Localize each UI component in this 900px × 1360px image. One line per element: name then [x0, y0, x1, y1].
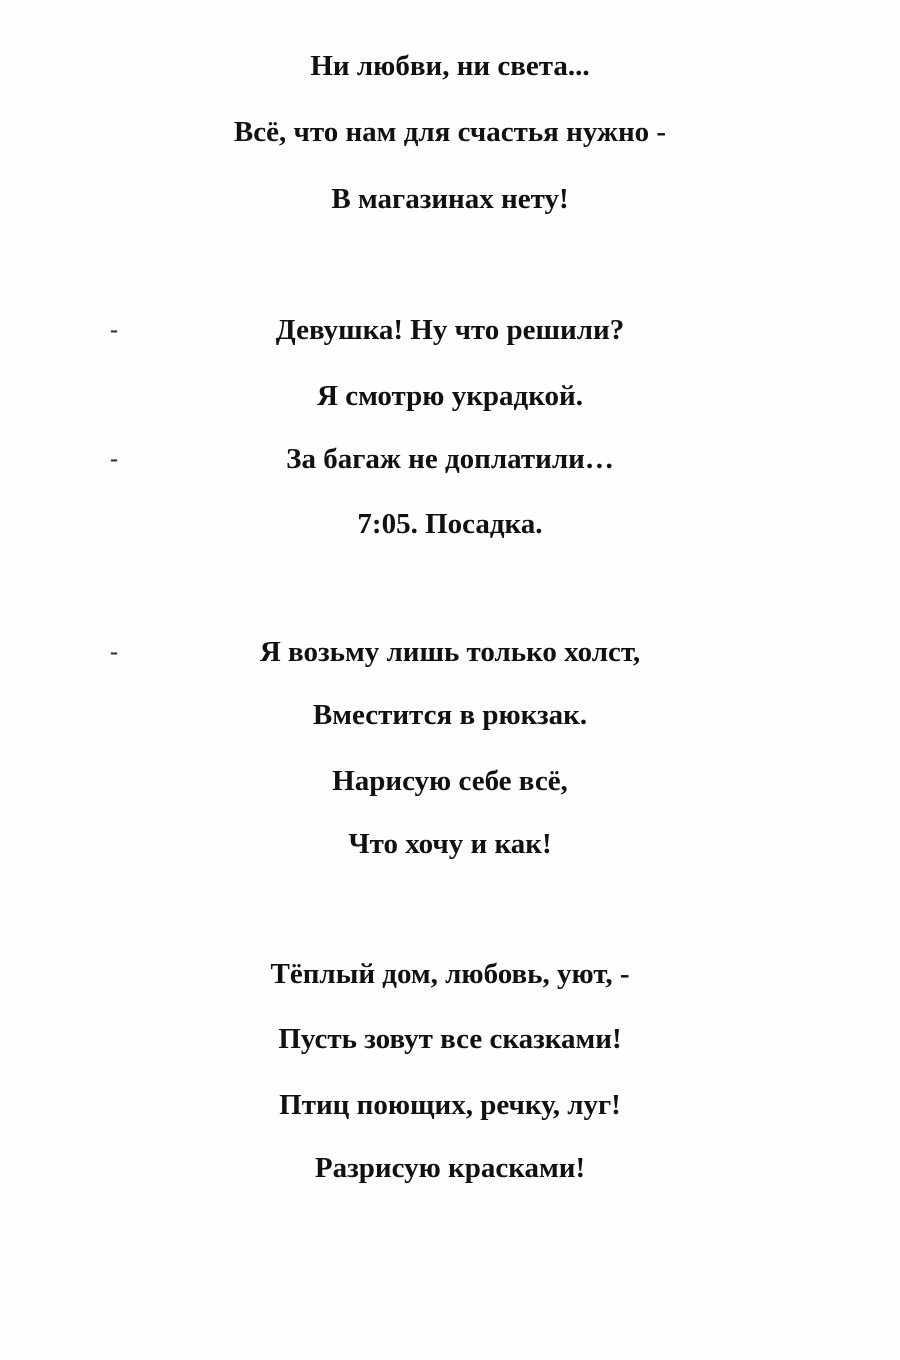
poem-line: Птиц поющих, речку, луг!	[279, 1089, 621, 1121]
poem-line: Нарисую себе всё,	[332, 765, 568, 797]
poem-line: Пусть зовут все сказками!	[278, 1023, 622, 1055]
dialogue-dash: -	[110, 446, 118, 472]
dialogue-dash: -	[110, 639, 118, 665]
poem-line: В магазинах нету!	[331, 183, 569, 215]
poem-line: Тёплый дом, любовь, уют, -	[270, 958, 630, 990]
poem-line: Вместится в рюкзак.	[312, 699, 588, 731]
dialogue-dash: -	[110, 317, 118, 343]
poem-line: Разрисую красками!	[314, 1152, 586, 1184]
poem-line: Я возьму лишь только холст,	[259, 636, 641, 668]
poem-line: Всё, что нам для счастья нужно -	[233, 116, 667, 148]
poem-line: Девушка! Ну что решили?	[275, 314, 625, 346]
poem-line: За багаж не доплатили…	[286, 443, 614, 475]
poem-line: Я смотрю украдкой.	[317, 380, 583, 412]
poem-line: Ни любви, ни света...	[310, 50, 590, 82]
poem-line: 7:05. Посадка.	[357, 508, 543, 540]
poem-line: Что хочу и как!	[348, 828, 552, 860]
